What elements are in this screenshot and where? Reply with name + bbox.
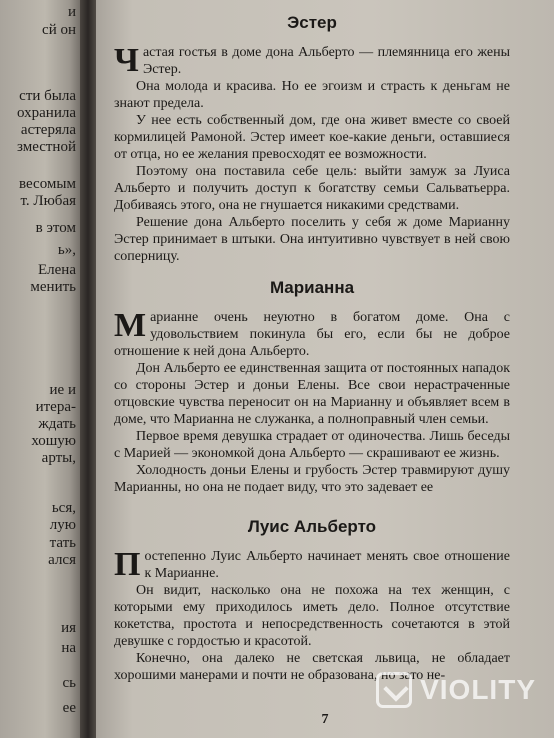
drop-cap: Ч <box>114 42 139 79</box>
left-page-fragment: на <box>61 640 76 656</box>
left-page-fragment: ься, <box>51 500 76 516</box>
paragraph-text: Конечно, она далеко не светская львица, не обладает хорошими манерами и почти не образована, но зато не- <box>114 651 510 683</box>
left-page-fragment: сти была <box>19 88 76 104</box>
paragraph-text: У нее есть собственный дом, где она живет вместе со своей кормилицей Рамоной. Эстер имеет кое-какие деньги, оставшиеся от отца, но ее желания превосходят ее возможности. <box>114 113 510 162</box>
paragraph-text: Он видит, насколько она не похожа на тех женщин, с которыми ему приходилось иметь дело. Полное отсутствие кокетства, простота и непосредственность сочетаются в этой девушке с гордостью и красотой. <box>114 583 510 649</box>
left-page-fragment: весомым <box>19 176 76 192</box>
watermark-text: VIOLITY <box>420 674 536 705</box>
left-page-fragment: сь <box>62 675 76 691</box>
paragraph <box>114 214 510 265</box>
paragraph-text: Первое время девушка страдает от одиночества. Лишь беседы с Марией — экономкой дона Альберто — скрашивают ее жизнь. <box>114 429 510 461</box>
paragraph <box>114 582 510 650</box>
right-page <box>96 0 554 738</box>
left-page-fragment: тать <box>49 535 76 551</box>
page-number: 7 <box>321 712 329 727</box>
paragraph <box>114 78 510 112</box>
left-page-fragment: ие и <box>49 382 76 398</box>
left-page-fragment: т. Любая <box>20 193 76 209</box>
left-page-fragment: ждать <box>38 416 76 432</box>
paragraph-text: Дон Альберто ее единственная защита от постоянных нападок со стороны Эстер и доньи Елены. Все свои нерастраченные отцовские чувства переносит он на Марианну и объявляет всем в доме, что Марианна не служанка, а полноправный член семьи. <box>114 361 510 427</box>
paragraph <box>114 360 510 428</box>
paragraph-text: Поэтому она поставила себе цель: выйти замуж за Луиса Альберто и получить доступ к богатству семьи Сальватьерра. Добиваясь этого, она не гнушается никакими средствами. <box>114 164 510 213</box>
paragraph-text: остепенно Луис Альберто начинает менять свое отношение к Марианне. <box>144 549 510 581</box>
section-title: Луис Альберто <box>247 517 377 536</box>
paragraph-text: Решение дона Альберто поселить у себя ж доме Марианну Эстер принимает в штыки. Она интуитивно чувствует в ней свою соперницу. <box>114 215 510 264</box>
paragraph <box>114 428 510 462</box>
left-page-fragment: Елена <box>38 262 76 278</box>
left-page-edge <box>0 0 82 738</box>
violity-logo-icon <box>376 672 412 708</box>
left-page-fragment: хошую <box>31 433 76 449</box>
drop-cap: М <box>114 307 147 344</box>
section <box>114 12 510 265</box>
left-page-fragment: ее <box>62 700 76 716</box>
page-content <box>114 10 510 684</box>
paragraph <box>114 309 510 360</box>
left-page-fragment: ь», <box>57 242 76 258</box>
section-title: Марианна <box>269 278 355 297</box>
left-page-fragment: арты, <box>41 450 76 466</box>
paragraph-text: арианне очень неуютно в богатом доме. Она с удовольствием покинула бы его, если бы не доброе отношение к ней дона Альберто. <box>114 310 510 359</box>
left-page-fragment: и <box>67 4 76 20</box>
paragraph-text: астая гостья в доме дона Альберто — племянница его жены Эстер. <box>142 45 510 77</box>
paragraph <box>114 44 510 78</box>
paragraph <box>114 163 510 214</box>
left-page-fragment: ался <box>48 552 76 568</box>
section <box>114 277 510 496</box>
paragraph <box>114 548 510 582</box>
section-title: Эстер <box>287 13 337 32</box>
left-page-fragment: сй он <box>42 22 76 38</box>
left-page-fragment: ия <box>61 620 76 636</box>
left-page-fragment: астеряла <box>20 122 76 138</box>
left-page-fragment: охранила <box>17 105 76 121</box>
paragraph <box>114 462 510 496</box>
left-page-fragment: зместной <box>16 139 76 155</box>
left-page-fragment: менить <box>30 279 76 295</box>
left-page-fragment: итера- <box>35 399 76 415</box>
paragraph-text: Холодность доньи Елены и грубость Эстер травмируют душу Марианны, но она не подает виду, что это задевает ее <box>114 463 510 495</box>
left-page-fragment: лую <box>49 517 76 533</box>
paragraph-text: Она молода и красива. Но ее эгоизм и страсть к деньгам не знают предела. <box>114 79 510 111</box>
section <box>114 516 510 684</box>
watermark <box>376 672 536 708</box>
left-page-fragment: в этом <box>35 220 76 236</box>
paragraph <box>114 112 510 163</box>
drop-cap: П <box>114 546 141 583</box>
